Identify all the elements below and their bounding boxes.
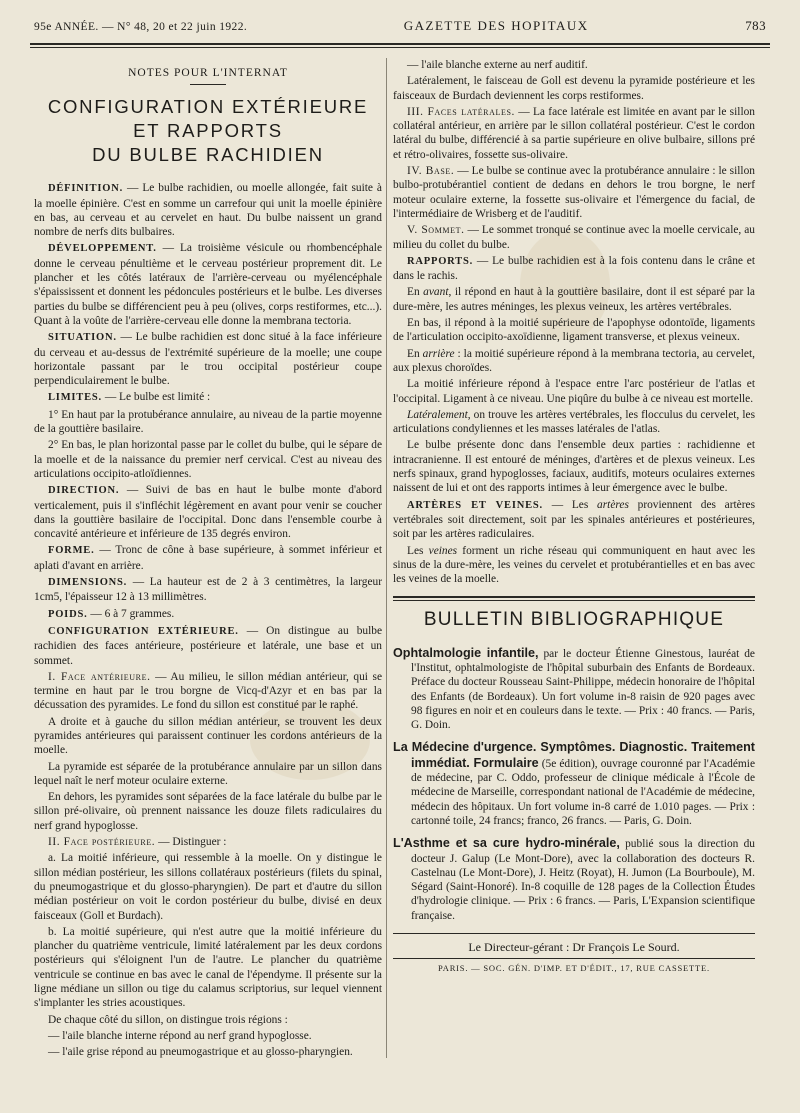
paragraph-rapports: RAPPORTS. — Le bulbe rachidien est à la fois contenu dans le crâne et dans le rachis. <box>393 254 755 283</box>
book-details: par le docteur Étienne Ginestous, lauréat de l'Institut, ophtalmologiste de l'hôpital suburbain des Enfants de Bordeaux. Préface du docteur Rousseau Saint-Philippe, médecin honoraire de l'hôpital des Enfants (de Bordeaux). Un fort volume in-8 raisin de 920 pages avec 98 figures en noir et en couleurs dans le texte. — Prix : 40 francs. — Paris, G. Doin. <box>411 647 755 732</box>
paragraph-face-posterieure: II. Face postérieure. — Distinguer : <box>48 836 227 849</box>
book-details: publié sous la direction du docteur J. Galup (Le Mont-Dore), avec la collaboration des docteurs R. Castelnau (Le Mont-Dore), J. Heitz (Royat), H. Jumon (La Bourboule), M. Ségard (Saint-Honoré). In-8 coquille de 128 pages de la Collection Études d'hydrologie clinique. — Prix : 6 francs. — Paris, L'Expansion scientifique française. <box>411 838 756 922</box>
paragraph-aile-externe: — l'aile blanche externe au nerf auditif. <box>407 59 588 71</box>
paragraph-face-anterieure-3: La pyramide est séparée de la protubérance annulaire par un sillon dans lequel naît le nerf moteur oculaire externe. <box>34 760 382 787</box>
section-tag: NOTES POUR L'INTERNAT <box>128 67 288 79</box>
paragraph-rapports-arriere: En arrière : la moitié supérieure répond à la membrana tectoria, au cervelet, aux plexus choroïdes. <box>393 347 755 374</box>
paragraph-faces-laterales: III. Faces latérales. — La face latérale est limitée en avant par le sillon collatéral antérieur, en arrière par le sillon collatéral postérieur. C'est le cordon latéral du bulbe, différencié à sa partie supérieure en olive bulbaire, sillons pré et rétro-olivaires, fossette sus-olivaire. <box>393 105 756 161</box>
paragraph-dimensions: DIMENSIONS. — La hauteur est de 2 à 3 centimètres, la largeur 1cm5, l'épaisseur 12 à 13 millimètres. <box>34 576 382 604</box>
left-column <box>34 58 382 1062</box>
book-title: Ophtalmologie infantile, <box>393 645 539 660</box>
paragraph-poids: POIDS. — 6 à 7 grammes. <box>48 607 175 620</box>
paragraph-base: IV. Base. — Le bulbe se continue avec la protubérance annulaire : le sillon bulbo-protubérantiel contient de dedans en dehors le trou borgne, le nerf moteur oculaire externe, la fossette sus-olivaire et l'émergence du facial, de l'intermédiaire de Wrisberg et de l'auditif. <box>393 165 755 220</box>
paragraph-face-posterieure-a: a. La moitié inférieure, qui ressemble à la moelle. On y distingue le sillon médian postérieur, les sillons collatéraux postérieurs (filets du spinal, du pneumogastrique et du glosso-pharyngien). De part et d'autre du sillon médian postérieur on voit le cordon postérieur du bulbe, divisé en deux faisceaux (Goll et Burdach). <box>34 852 382 922</box>
paragraph-face-anterieure-2: A droite et à gauche du sillon médian antérieur, se trouvent les deux pyramides antérieures qui paraissent continuer les cordons antérieurs de la moelle. <box>34 715 382 757</box>
book-details: (5e édition), ouvrage couronné par l'Académie de médecine, par C. Oddo, professeur de clinique médicale à l'École de médecine de Marseille, correspondant national de l'Académie de médecine, médecin des hôpitaux. Un fort volume in-8 carré de 1.010 pages. — Prix : cartonné toile, 24 francs; franco, 26 francs. — Paris, G. Doin. <box>411 757 756 827</box>
paragraph-sommet: V. Sommet. — Le sommet tronqué se continue avec la moelle cervicale, au milieu du collet du bulbe. <box>393 224 755 251</box>
right-column <box>393 58 755 976</box>
paragraph-rapports-arriere-2: La moitié inférieure répond à l'espace entre l'arc postérieur de l'atlas et l'occipital. Ligament à ce niveau. Une piqûre du bulbe à ce niveau est mortelle. <box>393 378 755 405</box>
paragraph-limites: LIMITES. — Le bulbe est limité : <box>48 391 211 404</box>
paragraph-limites-1: 1° En haut par la protubérance annulaire, au niveau de la partie moyenne de la gouttière basilaire. <box>34 408 382 436</box>
paragraph-rapports-avant: En avant, il répond en haut à la gouttière basilaire, dont il est séparé par la dure-mère, les autres méninges, les plexus veineux, les artères vertébrales. <box>393 286 755 313</box>
bibliography-item <box>393 836 755 923</box>
paragraph-developpement: DÉVELOPPEMENT. — La troisième vésicule ou rhombencéphale donne le cerveau pénultième et le cerveau postérieur proprement dit. Le plancher et les côtés latéraux de l'arrière-cerveau ou myélencéphale s'épaississent et donnent les pédoncules postérieurs et le bulbe. Les diverses parties du bulbe se différencient peu à peu (olives, corps restiformes, etc...). Quant à la voûte de l'arrière-cerveau elle donne la membrana tectoria. <box>34 242 382 327</box>
paragraph-face-posterieure-d: — l'aile blanche interne répond au nerf grand hypoglosse. <box>48 1029 312 1042</box>
issue-info: 95e ANNÉE. — N° 48, 20 et 22 juin 1922. <box>34 21 248 33</box>
bulletin-rule-thin <box>393 600 755 601</box>
header-rule-thin <box>30 47 770 48</box>
director-signature: Le Directeur-gérant : Dr François Le Sourd. <box>393 933 755 954</box>
paragraph-situation: SITUATION. — Le bulbe rachidien est donc situé à la face inférieure du cerveau et au-dessus de l'extrémité supérieure de la moelle; une coupe horizontale passant par le trou occipital postérieur coupe perpendiculairement le bulbe. <box>34 331 382 388</box>
paragraph-face-anterieure: I. Face antérieure. — Au milieu, le sillon médian antérieur, qui se termine en haut par le trou borgne de Vicq-d'Azyr et en bas par la décussation des pyramides. Le fond du sillon est constitué par le raphé. <box>34 670 382 712</box>
paragraph-face-posterieure-b: b. La moitié supérieure, qui n'est autre que la moitié inférieure du plancher du quatrième ventricule, limité latéralement par les deux cordons postérieurs qui s'éloignent l'un de l'autre. Le plancher du quatrième ventricule se continue en bas avec le canal de l'épendyme. Il présente sur la ligne médiane un sillon ou tige du calamus scriptorius, sur lequel viennent s'implanter les stries acoustiques. <box>34 925 382 1010</box>
bibliography-item <box>393 740 755 828</box>
paragraph-definition: DÉFINITION. — Le bulbe rachidien, ou moelle allongée, fait suite à la moelle épinière. C'est en somme un carrefour qui unit la moelle épinière en bas, au cerveau et au cervelet en haut. Du bulbe naissent un grand nombre de nerfs dits bulbaires. <box>34 182 382 239</box>
page-number: 783 <box>745 18 766 33</box>
paragraph-arteres: ARTÈRES ET VEINES. — Les artères proviennent des artères vertébrales soit directement, soit par les spinales antérieures et postérieures, soit par les artères radiculaires. <box>393 498 756 541</box>
paragraph-face-anterieure-4: En dehors, les pyramides sont séparées de la face latérale du bulbe par le sillon pré-olivaire, où prennent naissance les douze filets radiculaires du nerf grand hypoglosse. <box>34 791 382 832</box>
paragraph-face-posterieure-c: De chaque côté du sillon, on distingue trois régions : <box>48 1013 288 1026</box>
article-title <box>34 95 382 167</box>
article-title-line-1: CONFIGURATION EXTÉRIEURE ET RAPPORTS <box>47 96 369 142</box>
section-rule <box>190 84 226 85</box>
printer-imprint: PARIS. — SOC. GÉN. D'IMP. ET D'ÉDIT., 17, RUE CASSETTE. <box>393 958 755 975</box>
paragraph-configuration: CONFIGURATION EXTÉRIEURE. — On distingue au bulbe rachidien des faces antérieure, postérieure et latérale, une base et un sommet. <box>34 624 382 667</box>
paragraph-face-posterieure-e: — l'aile grise répond au pneumogastrique et au glosso-pharyngien. <box>48 1046 353 1059</box>
book-title: La Médecine d'urgence. Symptômes. Diagnostic. Traitement immédiat. Formulaire <box>393 740 755 770</box>
journal-title: GAZETTE DES HOPITAUX <box>403 18 589 33</box>
paragraph-forme: FORME. — Tronc de cône à base supérieure, à sommet inférieur et aplati d'avant en arrière. <box>34 544 382 572</box>
column-divider <box>386 58 387 1058</box>
paragraph-rapports-conclusion: Le bulbe présente donc dans l'ensemble deux parties : rachidienne et intracranienne. Il est entouré de méninges, d'artères et de plexus veineux. Les nerfs spinaux, grand hypoglosses, faciaux, auditifs, moteurs oculaires externes naissent de lui et ont des rapports intimes à leur émergence avec le bulbe. <box>393 439 755 495</box>
header-rule <box>30 43 770 45</box>
paragraph-rapports-bas: En bas, il répond à la moitié supérieure de l'apophyse odontoïde, ligaments de l'articulation occipito-axoïdienne, ligament transverse, et plexus veineux. <box>393 317 755 344</box>
paragraph-limites-2: 2° En bas, le plan horizontal passe par le collet du bulbe, qui le sépare de la moelle et de la naissance du premier nerf cervical. C'est au niveau des articulations occipito-atloïdiennes. <box>34 439 382 480</box>
article-title-line-2: DU BULBE RACHIDIEN <box>92 144 324 166</box>
bibliography-item <box>393 646 755 733</box>
paragraph-lateralement: Latéralement, le faisceau de Goll est devenu la pyramide postérieure et les faisceaux de Burdach deviennent les corps restiformes. <box>393 75 755 102</box>
bulletin-title: BULLETIN BIBLIOGRAPHIQUE <box>423 609 725 631</box>
bulletin-rule <box>393 596 755 598</box>
book-title: L'Asthme et sa cure hydro-minérale, <box>393 836 620 851</box>
paragraph-rapports-lateral: Latéralement, on trouve les artères vertébrales, les flocculus du cervelet, les articulations condyliennes et les masses latérales de l'atlas. <box>393 408 755 436</box>
paragraph-direction: DIRECTION. — Suivi de bas en haut le bulbe monte d'abord verticalement, puis il s'infléchit légèrement en avant pour venir se coucher dans la gouttière basilaire de l'occipital. Donc dans l'ensemble courbe à concavité antérieure et inférieure de 135 degrés environ. <box>34 484 382 541</box>
running-header <box>34 18 766 44</box>
paragraph-veines: Les veines forment un riche réseau qui communiquent en haut avec les sinus de la dure-mère, les veines du cervelet et protubérantielles et en bas avec les veines de la moelle. <box>393 544 756 586</box>
